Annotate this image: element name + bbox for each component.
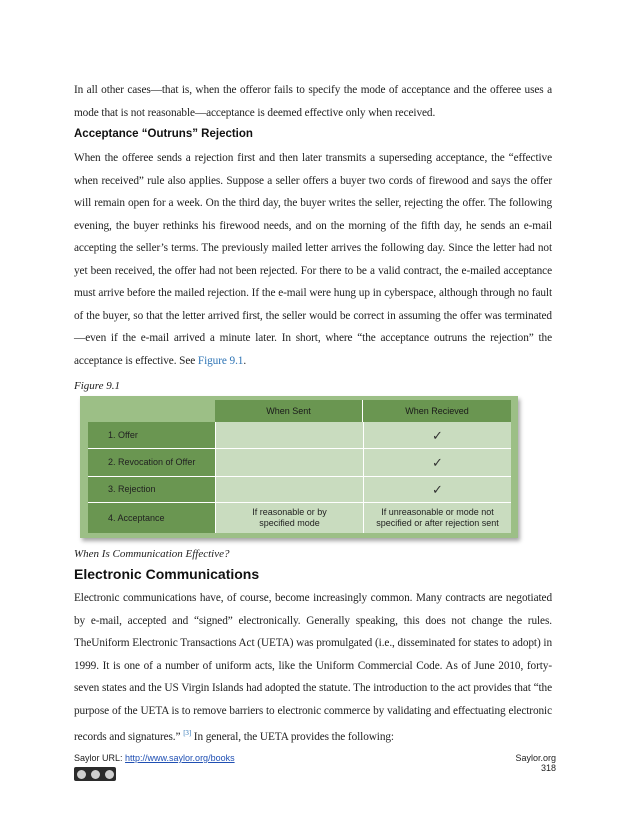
figure-label: Figure 9.1 — [74, 380, 121, 392]
saylor-books-link[interactable]: http://www.saylor.org/books — [125, 753, 235, 763]
figure-9-1-link[interactable]: Figure 9.1 — [197, 354, 244, 367]
paragraph-other-cases: In all other cases—that is, when the offeror fails to specify the mode of acceptance and the offeree uses a mode that is not reasonable—acceptance is deemed effective only when received. — [74, 84, 552, 119]
table-header-when-received: When Recieved — [363, 400, 511, 422]
check-icon: ✓ — [363, 422, 511, 449]
paragraph-electronic-text: Electronic communications have, of course, become increasingly common. Many contracts are negotiated by e-mail, accepted and “signed” electronically. Generally speaking, this does not change the rules. TheUniform Electronic Transactions Act (UETA) was promulgated (i.e., disseminated for states to adopt) in 1999. It is one of a number of uniform acts, like the Uniform Commercial Code. As of June 2010, forty-seven states and the US Virgin Islands had adopted the statute. The introduction to the act provides that “the purpose of the UETA is to remove barriers to electronic commerce by validating and effectuating electronic records and signatures.” — [74, 592, 552, 743]
footnote-3-link[interactable]: [3] — [183, 729, 192, 737]
table-row-label-rejection: 3. Rejection — [88, 477, 215, 503]
footer-site-name: Saylor.org — [515, 753, 556, 763]
footer-url — [74, 753, 235, 763]
paragraph-outruns-text: When the offeree sends a rejection first and then later transmits a superseding acceptance, the “effective when received” rule also applies. Suppose a seller offers a buyer two cords of firewood and says the offer will remain open for a week. On the third day, the buyer writes the seller, rejecting the offer. The following evening, the buyer rethinks his firewood needs, and on the morning of the fifth day, he sends an e-mail accepting the seller’s terms. The previously mailed letter arrives the following day. Since the letter had not yet been received, the offer had not been rejected. For there to be a valid contract, the e-mailed acceptance must arrive before the mailed rejection. If the e-mail were hung up in cyberspace, although through no fault of the buyer, so that the letter arrived first, the seller would be correct in assuming the offer was terminated—even if the e-mail arrived a minute later. In short, where “the acceptance outruns the rejection” the acceptance is effective. See — [74, 152, 552, 367]
creative-commons-icon — [74, 767, 116, 781]
figure-communication-table — [80, 396, 518, 538]
table-cell-revocation-sent — [215, 449, 363, 477]
table-row-label-offer: 1. Offer — [88, 422, 215, 449]
table-row-label-revocation: 2. Revocation of Offer — [88, 449, 215, 477]
paragraph-outruns — [74, 147, 552, 372]
table-cell-offer-sent — [215, 422, 363, 449]
table-row-label-acceptance: 4. Acceptance — [88, 503, 215, 533]
paragraph-electronic — [74, 587, 552, 748]
table-cell-acceptance-sent: If reasonable or by specified mode — [215, 503, 363, 533]
footer-url-prefix: Saylor URL: — [74, 753, 126, 763]
table-cell-acceptance-received: If unreasonable or mode not specified or after rejection sent — [363, 503, 511, 533]
paragraph-outruns-end: . — [243, 354, 247, 367]
footer-site — [515, 753, 556, 773]
table-header-when-sent: When Sent — [215, 400, 363, 422]
check-icon: ✓ — [363, 477, 511, 503]
figure-caption: When Is Communication Effective? — [74, 548, 230, 560]
heading-electronic-communications: Electronic Communications — [74, 566, 260, 582]
page-number: 318 — [540, 763, 556, 773]
paragraph-electronic-end: In general, the UETA provides the following: — [191, 730, 394, 743]
check-icon: ✓ — [363, 449, 511, 477]
table-header-empty — [80, 396, 215, 422]
table-cell-rejection-sent — [215, 477, 363, 503]
heading-acceptance-outruns-rejection: Acceptance “Outruns” Rejection — [74, 128, 253, 140]
